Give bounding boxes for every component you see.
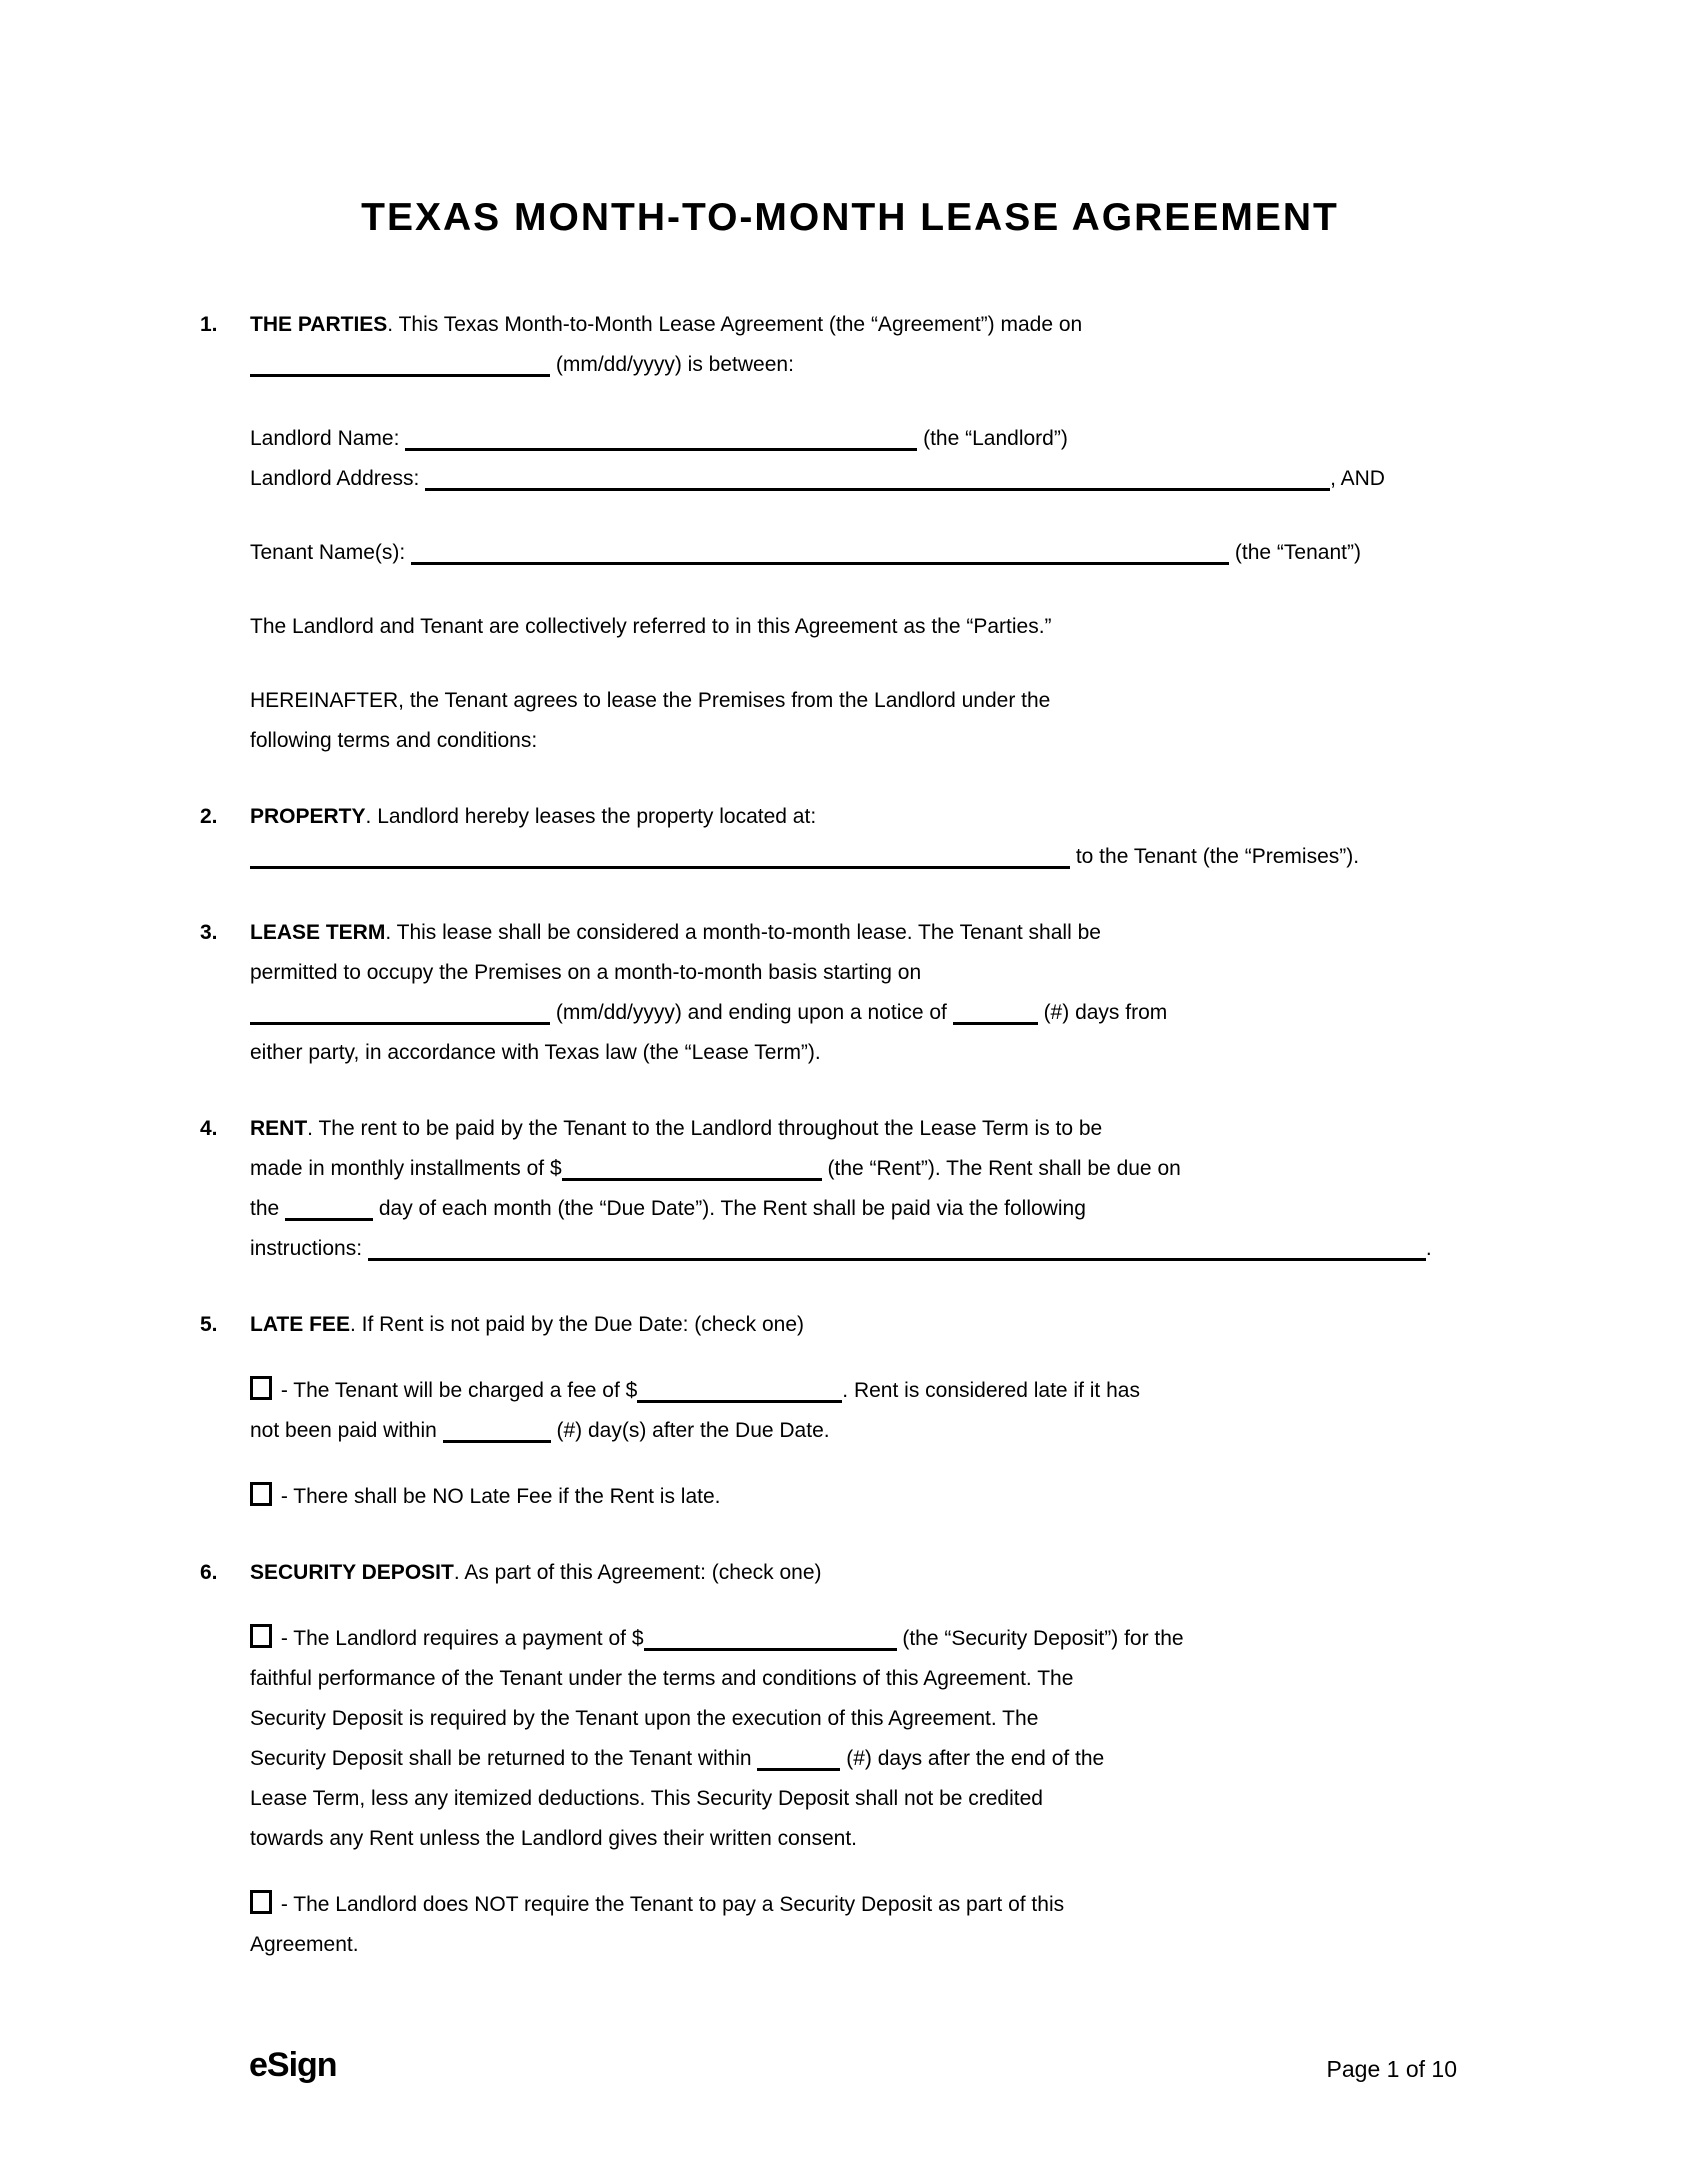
text-run: day of each month (the “Due Date”). The Rent shall be paid via the following [373,1197,1086,1220]
text-line [250,1885,1500,1925]
section-number: 5. [200,1313,218,1336]
text-line [250,1553,1500,1593]
text-line [250,993,1500,1033]
checkbox-icon[interactable] [250,1624,272,1648]
text-run: (the “Landlord”) [917,427,1068,450]
esign-logo: eSign [249,2046,337,2084]
text-run: . This Texas Month-to-Month Lease Agreement (the “Agreement”) made on [387,313,1083,336]
paragraph [250,607,1500,647]
checkbox-icon[interactable] [250,1376,272,1400]
section-rent [200,1109,1500,1269]
text-run: following terms and conditions: [250,729,538,752]
text-run: (the “Security Deposit”) for the [896,1627,1184,1650]
text-run: Security Deposit is required by the Tenant upon the execution of this Agreement. The [250,1707,1039,1730]
text-run: instructions: [250,1237,368,1260]
text-run: Agreement. [250,1933,359,1956]
text-run: - There shall be NO Late Fee if the Rent is late. [275,1485,721,1508]
fill-in-blank[interactable] [757,1766,840,1771]
text-line [250,1739,1500,1779]
paragraph [250,305,1500,385]
section-number: 4. [200,1117,218,1140]
fill-in-blank[interactable] [285,1216,373,1221]
text-run: either party, in accordance with Texas law (the “Lease Term”). [250,1041,821,1064]
text-line [250,953,1500,993]
text-line [250,1779,1500,1819]
fill-in-blank[interactable] [405,446,917,451]
section-late-fee [200,1305,1500,1517]
fill-in-blank[interactable] [411,560,1229,565]
text-line [250,913,1500,953]
section-property [200,797,1500,877]
text-line [250,721,1500,761]
text-run: (#) day(s) after the Due Date. [550,1419,830,1442]
section-number: 6. [200,1561,218,1584]
fill-in-blank[interactable] [443,1438,551,1443]
section-heading: PROPERTY [250,805,366,828]
text-run: made in monthly installments of $ [250,1157,562,1180]
text-run: . Landlord hereby leases the property located at: [365,805,817,828]
section-the-parties [200,305,1500,761]
fill-in-blank[interactable] [644,1646,897,1651]
text-run: . This lease shall be considered a month-to-month lease. The Tenant shall be [385,921,1101,944]
fill-in-blank[interactable] [250,1020,550,1025]
paragraph [250,1305,1500,1345]
text-run: . [1425,1237,1432,1260]
checkbox-option [250,1885,1500,1965]
text-line [250,1033,1500,1073]
checkbox-option [250,1371,1500,1451]
paragraph [250,419,1500,499]
paragraph [250,1109,1500,1269]
text-run: faithful performance of the Tenant under the terms and conditions of this Agreement. The [250,1667,1074,1690]
text-run: (#) days after the end of the [840,1747,1105,1770]
section-heading: RENT [250,1117,308,1140]
text-run: - The Landlord requires a payment of $ [275,1627,644,1650]
text-run: Lease Term, less any itemized deductions. This Security Deposit shall not be credited [250,1787,1043,1810]
text-line [250,1819,1500,1859]
text-run: not been paid within [250,1419,443,1442]
section-number: 2. [200,805,218,828]
text-run: permitted to occupy the Premises on a month-to-month basis starting on [250,961,922,984]
fill-in-blank[interactable] [425,486,1330,491]
text-run: (mm/dd/yyyy) and ending upon a notice of [550,1001,953,1024]
text-line [250,1699,1500,1739]
text-run: (mm/dd/yyyy) is between: [550,353,794,376]
text-line [250,1229,1500,1269]
section-heading: THE PARTIES [250,313,388,336]
text-run: Landlord Address: [250,467,426,490]
paragraph [250,681,1500,761]
paragraph [250,1553,1500,1593]
text-line [250,1305,1500,1345]
text-line [250,681,1500,721]
fill-in-blank[interactable] [637,1398,842,1403]
document-title: TEXAS MONTH-TO-MONTH LEASE AGREEMENT [361,196,1339,239]
checkbox-option [250,1619,1500,1859]
fill-in-blank[interactable] [250,372,550,377]
text-run: . If Rent is not paid by the Due Date: (check one) [349,1313,805,1336]
document-body [200,305,1500,1965]
checkbox-icon[interactable] [250,1482,272,1506]
text-line [250,837,1500,877]
paragraph [250,797,1500,877]
text-run: (the “Rent”). The Rent shall be due on [821,1157,1181,1180]
text-line [250,1371,1500,1411]
text-line [250,1411,1500,1451]
checkbox-icon[interactable] [250,1890,272,1914]
text-run: The Landlord and Tenant are collectively referred to in this Agreement as the “Parties.” [250,615,1052,638]
text-line [250,345,1500,385]
fill-in-blank[interactable] [368,1256,1426,1261]
text-line [250,1619,1500,1659]
text-line [250,1109,1500,1149]
text-line [250,1477,1500,1517]
text-line [250,533,1500,573]
section-security-deposit [200,1553,1500,1965]
section-heading: SECURITY DEPOSIT [250,1561,454,1584]
paragraph [250,913,1500,1073]
fill-in-blank[interactable] [953,1020,1038,1025]
text-run: Security Deposit shall be returned to the Tenant within [250,1747,758,1770]
text-run: - The Tenant will be charged a fee of $ [275,1379,638,1402]
text-run: , AND [1330,467,1385,490]
text-run: the [250,1197,286,1220]
fill-in-blank[interactable] [562,1176,822,1181]
text-run: HEREINAFTER, the Tenant agrees to lease the Premises from the Landlord under the [250,689,1051,712]
text-line [250,1189,1500,1229]
text-run: to the Tenant (the “Premises”). [1070,845,1360,868]
text-run: towards any Rent unless the Landlord gives their written consent. [250,1827,858,1850]
text-line [250,607,1500,647]
text-run: . As part of this Agreement: (check one) [453,1561,822,1584]
section-number: 3. [200,921,218,944]
text-run: . Rent is considered late if it has [842,1379,1140,1402]
text-run: Tenant Name(s): [250,541,412,564]
text-line [250,305,1500,345]
checkbox-option [250,1477,1500,1517]
text-line [250,419,1500,459]
section-heading: LEASE TERM [250,921,386,944]
page-number-label: Page 1 of 10 [1326,2056,1457,2082]
text-run: (the “Tenant”) [1229,541,1361,564]
section-heading: LATE FEE [250,1313,350,1336]
text-line [250,1925,1500,1965]
paragraph [250,533,1500,573]
text-run: - The Landlord does NOT require the Tenant to pay a Security Deposit as part of this [275,1893,1065,1916]
section-number: 1. [200,313,218,336]
text-line [250,459,1500,499]
text-line [250,1149,1500,1189]
text-run: . The rent to be paid by the Tenant to the Landlord throughout the Lease Term is to be [307,1117,1103,1140]
text-run: (#) days from [1037,1001,1168,1024]
section-lease-term [200,913,1500,1073]
text-line [250,1659,1500,1699]
text-line [250,797,1500,837]
text-run: Landlord Name: [250,427,406,450]
fill-in-blank[interactable] [250,864,1070,869]
